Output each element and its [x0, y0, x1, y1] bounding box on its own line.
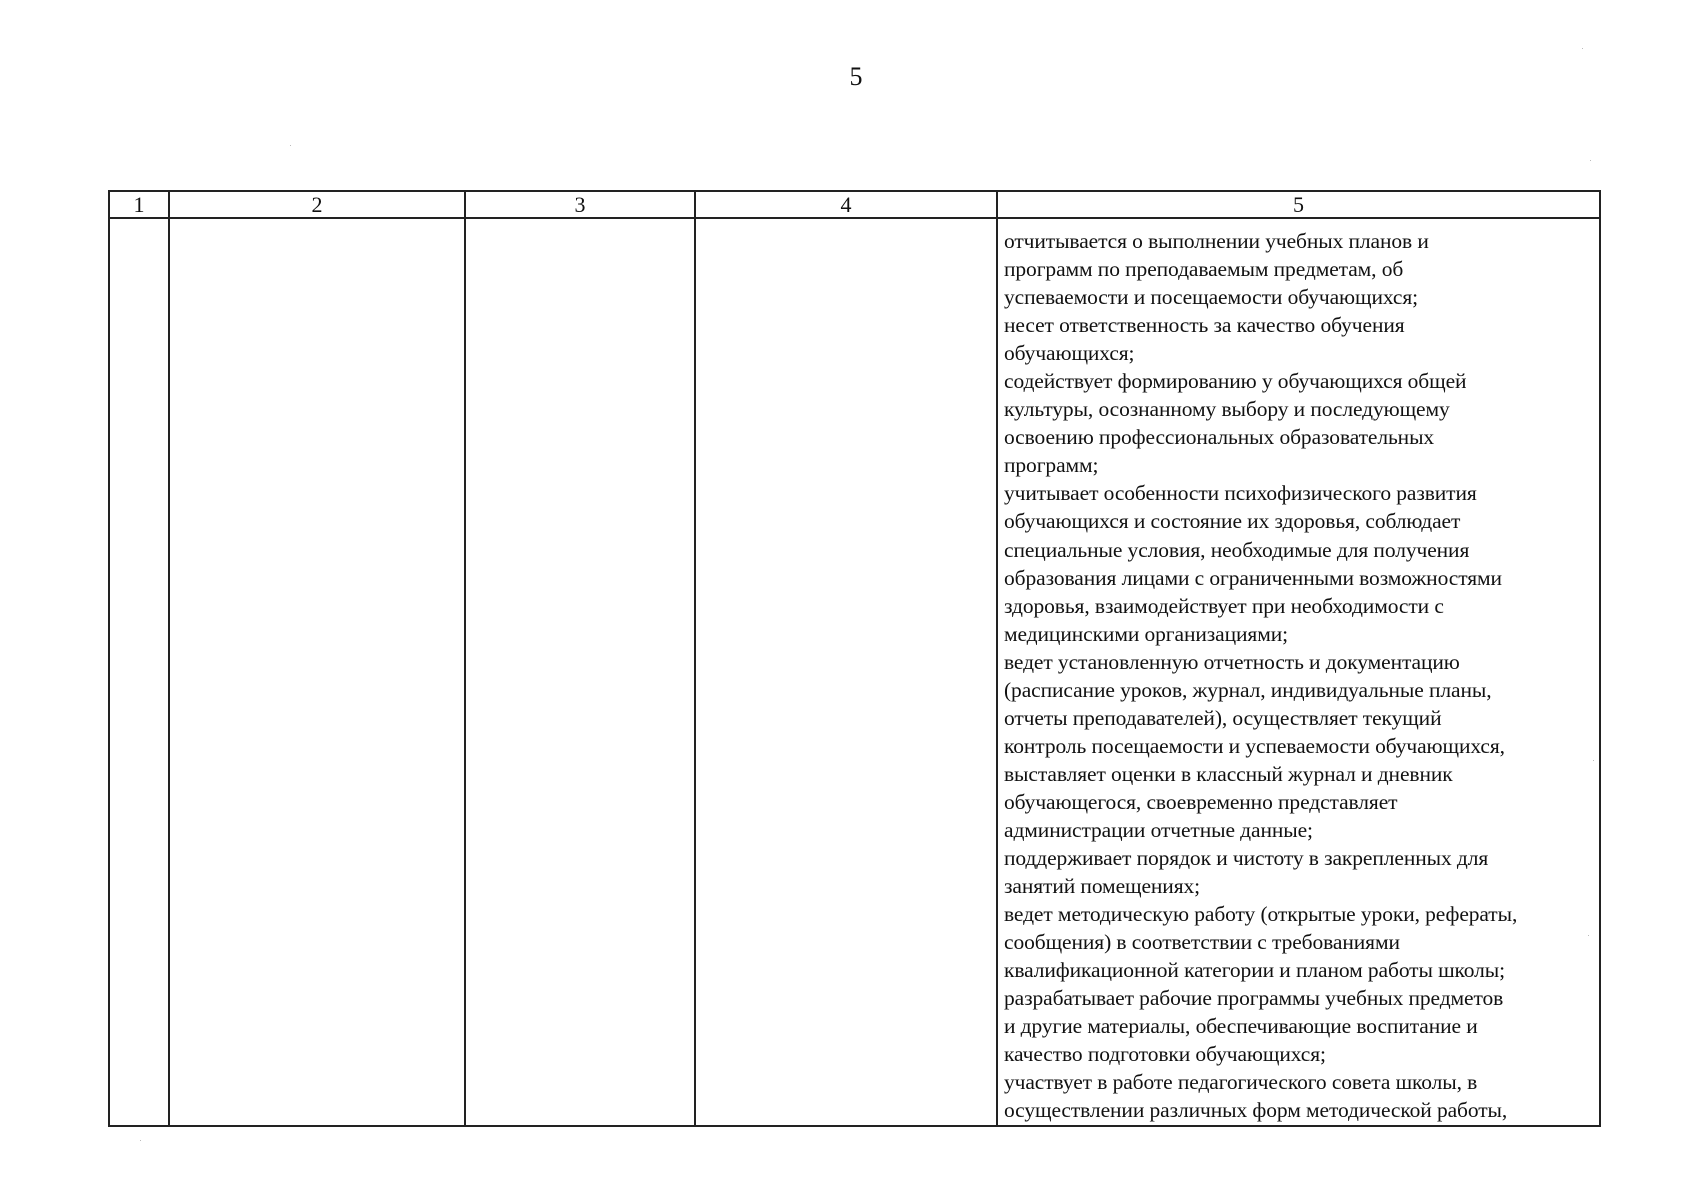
duties-table [108, 190, 1601, 1127]
duties-text-line: поддерживает порядок и чистоту в закрепленных для [1004, 846, 1489, 871]
header-cell-5: 5 [997, 191, 1600, 218]
duties-text-line: обучающихся и состояние их здоровья, соблюдает [1004, 509, 1461, 534]
scan-speck [1593, 760, 1594, 761]
scan-speck [140, 1140, 141, 1141]
duties-text-line: несет ответственность за качество обучения [1004, 313, 1405, 338]
scan-speck [1588, 935, 1589, 936]
duties-text-line: и другие материалы, обеспечивающие воспитание и [1004, 1014, 1478, 1039]
duties-text-line: выставляет оценки в классный журнал и дневник [1004, 761, 1453, 786]
duties-text-line: занятий помещениях; [1004, 874, 1201, 899]
header-cell-3: 3 [465, 191, 695, 218]
duties-text-line: контроль посещаемости и успеваемости обучающихся, [1004, 733, 1505, 758]
duties-text-line: (расписание уроков, журнал, индивидуальные планы, [1004, 677, 1492, 702]
duties-text-line: здоровья, взаимодействует при необходимости с [1004, 593, 1444, 618]
duties-text-line: обучающихся; [1004, 341, 1135, 366]
duties-text-line: учитывает особенности психофизического развития [1004, 481, 1477, 506]
duties-text-line: освоению профессиональных образовательных [1004, 425, 1435, 450]
duties-text-line: обучающегося, своевременно представляет [1004, 789, 1398, 814]
duties-text-line: культуры, осознанному выбору и последующему [1004, 397, 1450, 422]
cell-col-5 [997, 218, 1600, 1126]
cell-col-3 [465, 218, 695, 1126]
duties-text-line: отчеты преподавателей), осуществляет текущий [1004, 705, 1442, 730]
duties-text-line: программ; [1004, 453, 1099, 478]
duties-text-line: отчитывается о выполнении учебных планов и [1004, 229, 1429, 253]
header-cell-2: 2 [169, 191, 465, 218]
duties-text-line: ведет установленную отчетность и документацию [1004, 649, 1460, 674]
duties-text-line: разрабатывает рабочие программы учебных предметов [1004, 986, 1504, 1011]
duties-text-line: сообщения) в соответствии с требованиями [1004, 930, 1400, 955]
duties-text-line: специальные условия, необходимые для получения [1004, 537, 1470, 562]
duties-text-line: участвует в работе педагогического совета школы, в [1004, 1070, 1478, 1095]
header-cell-4: 4 [695, 191, 997, 218]
table-row [109, 218, 1600, 1126]
cell-col-1 [109, 218, 169, 1126]
duties-text-line: квалификационной категории и планом работы школы; [1004, 958, 1506, 983]
header-cell-1: 1 [109, 191, 169, 218]
duties-text [998, 219, 1599, 1125]
duties-text-line: программ по преподаваемым предметам, об [1004, 257, 1404, 282]
cell-col-2 [169, 218, 465, 1126]
scan-speck [1590, 160, 1591, 161]
page-number: 5 [849, 62, 863, 91]
duties-text-line: ведет методическую работу (открытые уроки, рефераты, [1004, 902, 1518, 927]
duties-text-line: медицинскими организациями; [1004, 621, 1289, 646]
table-header-row [109, 191, 1600, 218]
scan-speck [290, 145, 291, 146]
duties-text-line: успеваемости и посещаемости обучающихся; [1004, 285, 1419, 310]
duties-text-line: образования лицами с ограниченными возможностями [1004, 565, 1502, 590]
duties-text-line: осуществлении различных форм методической работы, [1004, 1098, 1508, 1123]
scan-speck [1582, 48, 1583, 49]
cell-col-4 [695, 218, 997, 1126]
duties-text-line: администрации отчетные данные; [1004, 817, 1313, 842]
duties-text-line: качество подготовки обучающихся; [1004, 1042, 1326, 1067]
duties-text-line: содействует формированию у обучающихся общей [1004, 369, 1467, 394]
